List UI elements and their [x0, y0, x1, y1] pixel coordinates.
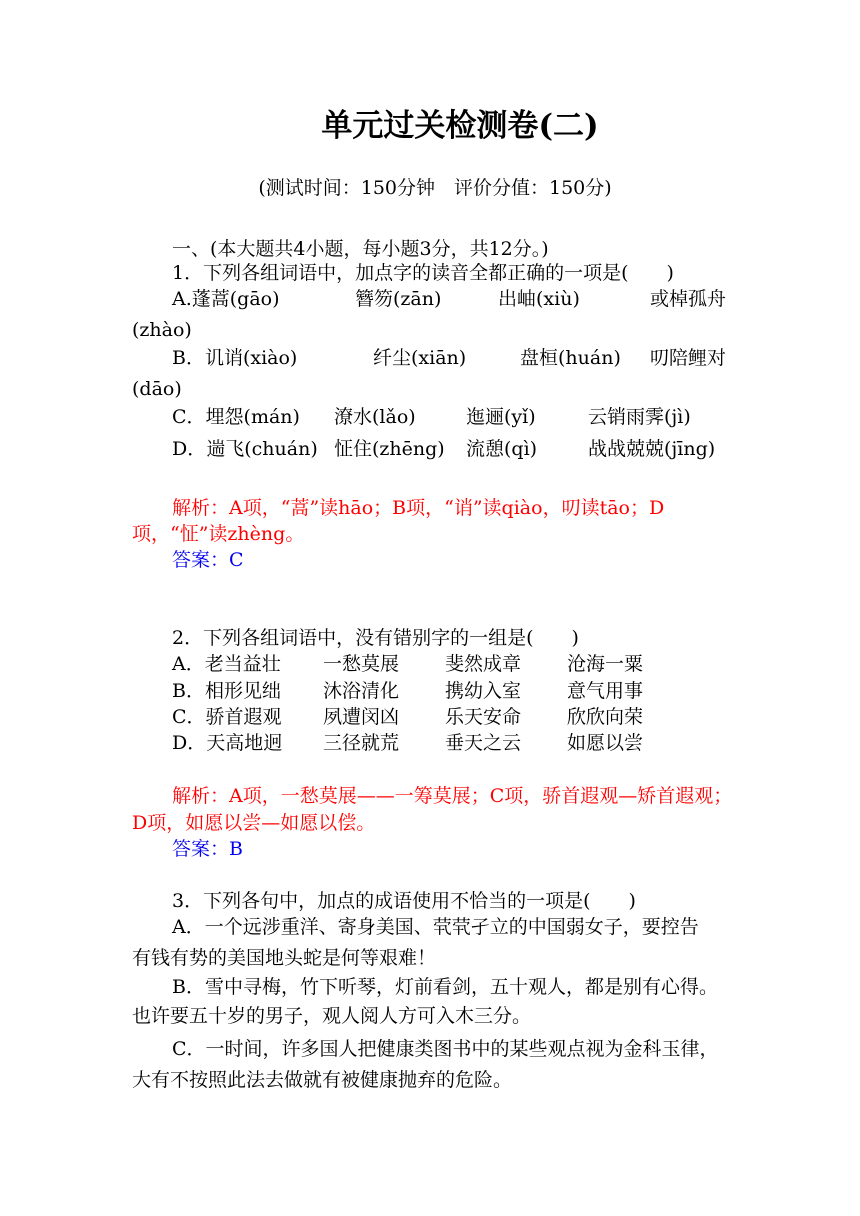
q1-stem: 1．下列各组词语中，加点字的读音全都正确的一项是( )	[172, 262, 674, 284]
q2-d-1: D．天高地迥	[172, 732, 283, 754]
q3-option-c: C．一时间，许多国人把健康类图书中的某些观点视为金科玉律，	[172, 1038, 719, 1060]
q1-c-3: 迤逦(yǐ)	[466, 406, 536, 428]
q1-option-b	[0, 346, 860, 370]
q3-option-a-cont: 有钱有势的美国地头蛇是何等艰难！	[132, 947, 437, 969]
q1-b-3: 盘桓(huán)	[520, 347, 621, 369]
q1-c-1: C．埋怨(mán)	[172, 406, 300, 428]
q3-option-b: B．雪中寻梅，竹下听琴，灯前看剑，五十观人，都是别有心得。	[172, 976, 718, 998]
q2-b-1: B．相形见绌	[172, 680, 281, 702]
q1-a-1: A.蓬蒿(gāo)	[172, 288, 280, 310]
q2-option-c	[0, 705, 860, 729]
q1-a-4: 或棹孤舟	[650, 288, 727, 310]
q2-a-1: A．老当益壮	[172, 653, 281, 675]
q1-d-4: 战战兢兢(jīng)	[588, 438, 716, 460]
q2-a-2: 一愁莫展	[323, 653, 400, 675]
q2-analysis-text: A项，一愁莫展——一筹莫展；C项，骄首遐观—矫首遐观；	[229, 785, 733, 807]
q2-d-2: 三径就荒	[323, 732, 400, 754]
q2-b-3: 携幼入室	[445, 680, 522, 702]
q2-d-3: 垂天之云	[445, 732, 522, 754]
q2-c-3: 乐天安命	[445, 706, 522, 728]
q1-d-2: 怔住(zhēng)	[334, 438, 445, 460]
q1-option-c	[0, 405, 860, 429]
exam-subtitle: (测试时间：150分钟 评价分值：150分)	[258, 177, 612, 199]
q1-b-wrap: (dāo)	[132, 378, 182, 400]
q3-option-a: A．一个远涉重洋、寄身美国、茕茕孑立的中国弱女子，要控告	[172, 916, 699, 938]
q2-b-2: 沐浴清化	[323, 680, 400, 702]
q2-answer: 答案：B	[172, 838, 243, 860]
q1-answer: 答案：C	[172, 549, 244, 571]
q1-b-2: 纤尘(xiān)	[373, 347, 467, 369]
q2-a-3: 斐然成章	[445, 653, 522, 675]
q1-analysis-text: A项，“蒿”读hāo；B项，“诮”读qiào，叨读tāo；D	[229, 497, 665, 519]
q1-option-a	[0, 287, 860, 311]
q2-option-d	[0, 731, 860, 755]
section-heading: 一、(本大题共4小题，每小题3分，共12分。)	[172, 238, 549, 260]
q1-a-3: 出岫(xiù)	[498, 288, 580, 310]
q3-option-b-cont: 也许要五十岁的男子，观人阅人方可入木三分。	[132, 1005, 532, 1027]
q2-analysis-cont: D项，如愿以尝—如愿以偿。	[132, 812, 376, 834]
exam-title: 单元过关检测卷(二)	[321, 108, 599, 144]
q1-analysis-cont: 项，“怔”读zhèng。	[132, 523, 305, 545]
q1-a-wrap: (zhào)	[132, 319, 192, 341]
q2-analysis	[172, 784, 732, 808]
q2-d-4: 如愿以尝	[567, 732, 644, 754]
q3-stem: 3．下列各句中，加点的成语使用不恰当的一项是( )	[172, 890, 636, 912]
q2-c-1: C．骄首遐观	[172, 706, 282, 728]
q1-analysis-label: 解析：	[172, 497, 230, 519]
q2-analysis-label: 解析：	[172, 785, 230, 807]
q1-c-4: 云销雨霁(jì)	[588, 406, 691, 428]
q3-option-c-cont: 大有不按照此法去做就有被健康抛弃的危险。	[132, 1069, 513, 1091]
q1-c-2: 潦水(lǎo)	[334, 406, 416, 428]
q2-a-4: 沧海一粟	[567, 653, 644, 675]
q1-d-3: 流憩(qì)	[466, 438, 538, 460]
q2-c-4: 欣欣向荣	[567, 706, 644, 728]
q2-c-2: 夙遭闵凶	[323, 706, 400, 728]
q1-d-1: D．遄飞(chuán)	[172, 438, 318, 460]
q1-option-d	[0, 437, 860, 461]
q1-b-4: 叨陪鲤对	[650, 347, 727, 369]
q2-option-b	[0, 679, 860, 703]
q2-stem: 2．下列各组词语中，没有错别字的一组是( )	[172, 627, 579, 649]
q2-b-4: 意气用事	[567, 680, 644, 702]
q2-option-a	[0, 652, 860, 676]
q1-a-2: 簪笏(zān)	[355, 288, 442, 310]
q1-b-1: B．讥诮(xiào)	[172, 347, 298, 369]
q1-analysis	[172, 496, 664, 520]
